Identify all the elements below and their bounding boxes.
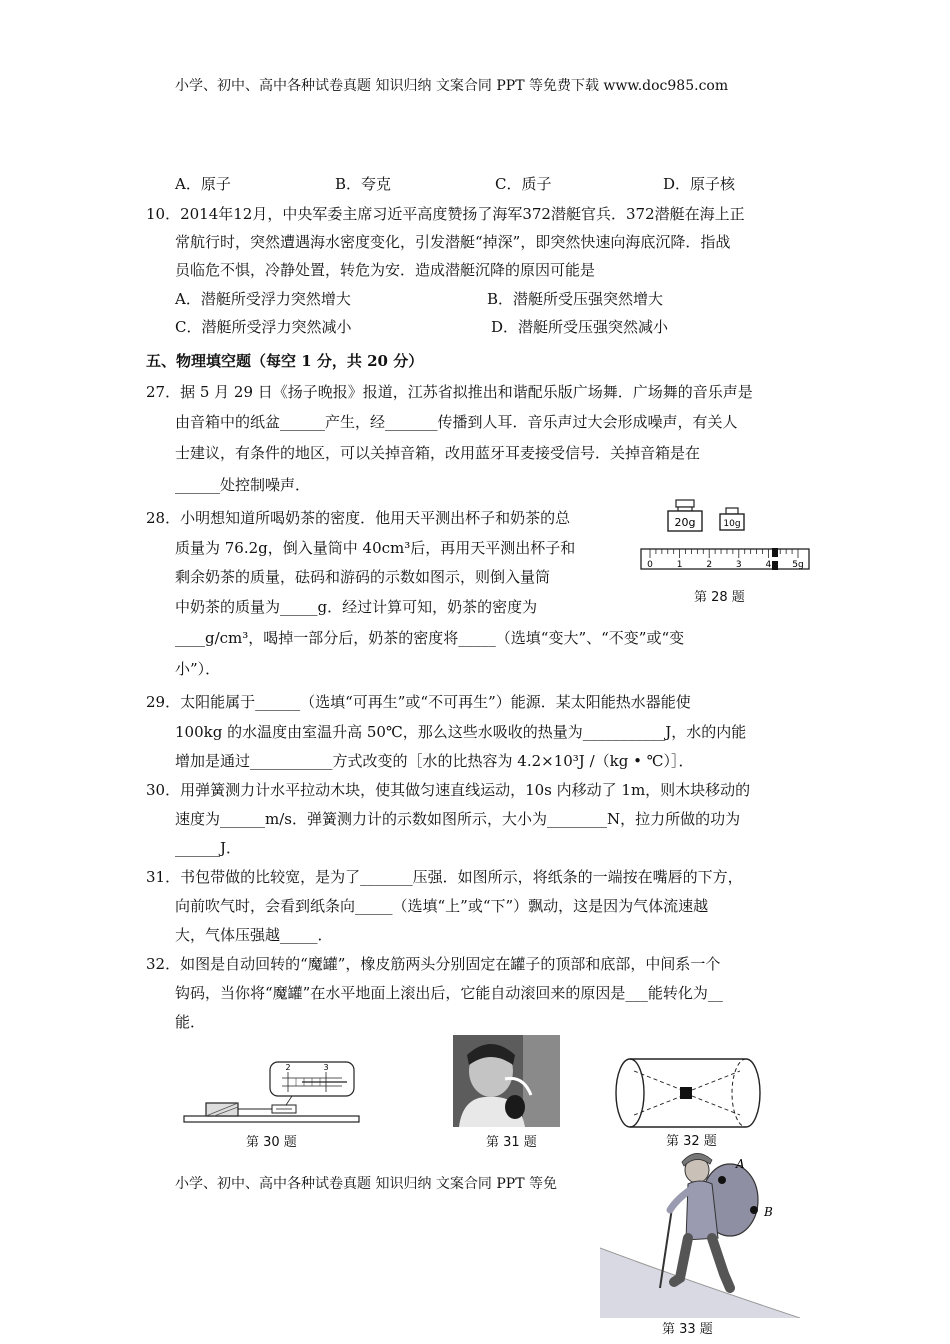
q33-figure bbox=[600, 1148, 800, 1318]
can-left-end bbox=[616, 1059, 644, 1127]
q29-line2: 100kg 的水温度由室温升高 50℃，那么这些水吸收的热量为___________J，水的内能 bbox=[175, 723, 747, 741]
hiker-with-backpack-image bbox=[600, 1148, 800, 1318]
q31-caption: 第 31 题 bbox=[486, 1135, 537, 1150]
label-a: A bbox=[736, 1157, 745, 1171]
q32-line1: 32．如图是自动回转的“魔罐”，橡皮筋两头分别固定在罐子的顶部和底部，中间系一个 bbox=[146, 955, 721, 973]
gauge-tick-3: 3 bbox=[323, 1063, 329, 1072]
q31-line1: 31．书包带做的比较宽，是为了_______压强．如图所示，将纸条的一端按在嘴唇的下方， bbox=[146, 868, 743, 886]
q10-option-b: B．潜艇所受压强突然增大 bbox=[487, 290, 664, 308]
weight-20g-knob bbox=[676, 500, 694, 507]
point-a bbox=[718, 1176, 726, 1184]
q30-figure bbox=[182, 1058, 362, 1130]
q28-line2: 质量为 76.2g，倒入量筒中 40cm³后，再用天平测出杯子和 bbox=[175, 539, 576, 557]
section-title: 五、物理填空题（每空 1 分，共 20 分） bbox=[146, 352, 424, 370]
hook-weight bbox=[680, 1087, 692, 1099]
q27-line2: 由音箱中的纸盆______产生，经_______传播到人耳．音乐声过大会形成噪声，有关人 bbox=[175, 413, 738, 431]
q9-option-b: B．夸克 bbox=[335, 175, 392, 193]
child-blowing-paper-image bbox=[453, 1035, 560, 1127]
q10-option-d: D．潜艇所受压强突然减小 bbox=[491, 318, 669, 336]
q9-option-d: D．原子核 bbox=[663, 175, 736, 193]
q10-line2: 常航行时，突然遭遇海水密度变化，引发潜艇“掉深”，即突然快速向海底沉降．指战 bbox=[175, 233, 731, 251]
beam-tick-label: 3 bbox=[735, 560, 742, 570]
q28-line1: 28．小明想知道所喝奶茶的密度．他用天平测出杯子和奶茶的总 bbox=[146, 509, 571, 527]
magic-can-figure bbox=[612, 1055, 764, 1131]
spring-scale-figure bbox=[182, 1058, 362, 1130]
balance-beam bbox=[641, 549, 809, 569]
q32-figure bbox=[612, 1055, 764, 1131]
q30-line2: 速度为______m/s．弹簧测力计的示数如图所示，大小为________N，拉力所做的功为 bbox=[175, 810, 741, 828]
rider-top bbox=[772, 548, 778, 557]
q28-line3: 剩余奶茶的质量，砝码和游码的示数如图示，则倒入量筒 bbox=[175, 568, 551, 586]
q33-caption: 第 33 题 bbox=[662, 1322, 713, 1337]
q30-line3: ______J． bbox=[175, 839, 242, 857]
q9-option-a: A．原子 bbox=[175, 175, 231, 193]
table-surface bbox=[184, 1116, 359, 1122]
q28-line6: 小”）． bbox=[175, 660, 221, 678]
beam-tick-label: 5g bbox=[792, 560, 804, 570]
q27-line1: 27．据 5 月 29 日《扬子晚报》报道，江苏省拟推出和谐配乐版广场舞．广场舞的音乐声是 bbox=[146, 383, 753, 401]
page-header: 小学、初中、高中各种试卷真题 知识归纳 文案合同 PPT 等免费下载 www.doc985.com bbox=[175, 78, 729, 94]
q28-line4: 中奶茶的质量为_____g．经过计算可知，奶茶的密度为 bbox=[175, 598, 538, 616]
q27-line4: ______处控制噪声． bbox=[175, 476, 311, 494]
q32-line3: 能． bbox=[175, 1013, 206, 1031]
gauge-tick-2: 2 bbox=[285, 1063, 291, 1072]
q10-line3: 员临危不惧，冷静处置，转危为安．造成潜艇沉降的原因可能是 bbox=[175, 261, 596, 279]
point-b bbox=[750, 1206, 758, 1214]
q30-line1: 30．用弹簧测力计水平拉动木块，使其做匀速直线运动，10s 内移动了 1m，则木块移动的 bbox=[146, 781, 751, 799]
hiker-legs bbox=[674, 1238, 730, 1288]
q32-caption: 第 32 题 bbox=[666, 1134, 717, 1149]
q31-line2: 向前吹气时，会看到纸条向_____（选填“上”或“下”）飘动，这是因为气体流速越 bbox=[175, 897, 709, 915]
q30-caption: 第 30 题 bbox=[246, 1135, 297, 1150]
q10-option-a: A．潜艇所受浮力突然增大 bbox=[175, 290, 351, 308]
q10-option-c: C．潜艇所受浮力突然减小 bbox=[175, 318, 352, 336]
beam-tick-label: 1 bbox=[676, 560, 683, 570]
beam-tick-label: 0 bbox=[647, 560, 653, 570]
q29-line3: 增加是通过___________方式改变的［水的比热容为 4.2×10³J /（kg • ℃）］． bbox=[175, 752, 694, 770]
weight-20g-label: 20g bbox=[674, 516, 696, 529]
q32-line2: 钩码，当你将“魔罐”在水平地面上滚出后，它能自动滚回来的原因是___能转化为__ bbox=[175, 984, 723, 1002]
q31-photo bbox=[453, 1035, 560, 1127]
rider-bottom bbox=[772, 561, 778, 570]
beam-tick-label: 4 bbox=[765, 560, 772, 570]
beam-tick-label: 2 bbox=[706, 560, 713, 570]
q29-line1: 29．太阳能属于______（选填“可再生”或“不可再生”）能源．某太阳能热水器能使 bbox=[146, 693, 691, 711]
q9-option-c: C．质子 bbox=[495, 175, 552, 193]
can-right-end bbox=[746, 1059, 760, 1127]
page-footer: 小学、初中、高中各种试卷真题 知识归纳 文案合同 PPT 等免 bbox=[175, 1176, 557, 1192]
q10-line1: 10．2014年12月，中央军委主席习近平高度赞扬了海军372潜艇官兵．372潜艇在海上正 bbox=[146, 205, 745, 223]
label-b: B bbox=[764, 1205, 773, 1219]
q31-line3: 大，气体压强越_____． bbox=[175, 926, 333, 944]
q28-caption: 第 28 题 bbox=[694, 590, 745, 605]
q28-line5: ____g/cm³，喝掉一部分后，奶茶的密度将_____（选填“变大”、“不变”或“变 bbox=[175, 629, 685, 647]
weight-10g-label: 10g bbox=[723, 519, 741, 529]
q27-line3: 士建议，有条件的地区，可以关掉音箱，改用蓝牙耳麦接受信号．关掉音箱是在 bbox=[175, 444, 701, 462]
